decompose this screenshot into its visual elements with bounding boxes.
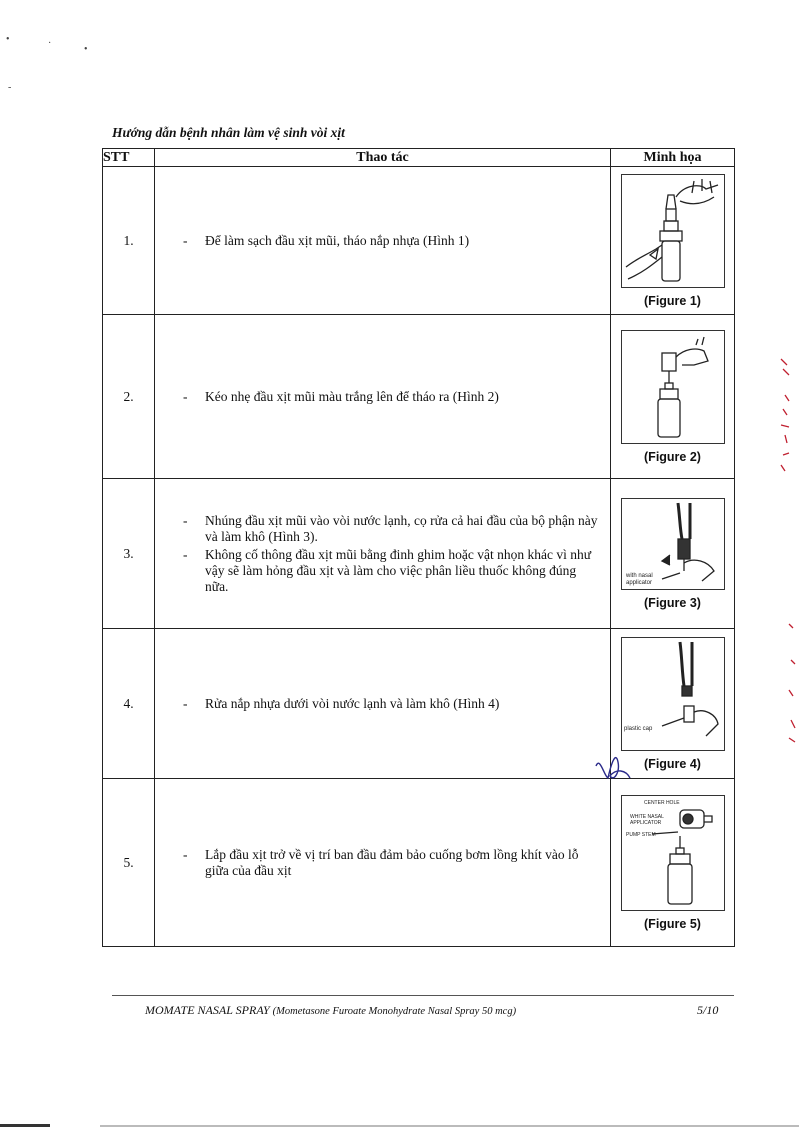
figure-1-illustration	[621, 174, 725, 288]
figure-caption: (Figure 2)	[644, 449, 701, 464]
footer-divider	[112, 995, 734, 996]
step-instructions	[155, 629, 611, 779]
figure-2-illustration	[621, 330, 725, 444]
figure-5-illustration	[621, 795, 725, 911]
figure-3-illustration	[621, 498, 725, 590]
step-instructions	[155, 479, 611, 629]
scan-speck: •	[84, 44, 88, 55]
red-stamp-fragment	[785, 620, 799, 750]
scan-speck: -	[8, 82, 12, 93]
step-number: 2.	[103, 315, 155, 479]
step-number: 5.	[103, 779, 155, 947]
figure-cell	[611, 167, 735, 315]
figure-caption: (Figure 1)	[644, 293, 701, 308]
step-number: 3.	[103, 479, 155, 629]
step-instructions	[155, 315, 611, 479]
table-header-row	[103, 149, 735, 167]
step-text: - Lắp đầu xịt trở về vị trí ban đầu đảm bảo cuống bơm lồng khít vào lỗ giữa của đầu xịt	[183, 847, 600, 879]
footer-product-name: MOMATE NASAL SPRAY	[145, 1003, 270, 1017]
table-row	[103, 629, 735, 779]
figure-cell	[611, 315, 735, 479]
step-instructions	[155, 779, 611, 947]
figure-label: WHITE NASAL	[629, 813, 664, 820]
figure-caption: (Figure 4)	[644, 756, 701, 771]
figure-label: plastic cap	[623, 725, 652, 732]
step-text: - Rửa nắp nhựa dưới vòi nước lạnh và làm khô (Hình 4)	[183, 696, 600, 712]
figure-4-illustration	[621, 637, 725, 751]
step-text: - Để làm sạch đầu xịt mũi, tháo nắp nhựa (Hình 1)	[183, 233, 600, 249]
footer-product	[145, 1003, 516, 1018]
header-stt: STT	[103, 149, 155, 167]
step-text: - Nhúng đầu xịt mũi vào vòi nước lạnh, cọ rửa cả hai đầu của bộ phận này và làm khô (Hình 3).	[183, 513, 600, 545]
step-number: 4.	[103, 629, 155, 779]
figure-label: CENTER HOLE	[643, 799, 680, 806]
table-row	[103, 315, 735, 479]
handwritten-signature	[592, 748, 634, 788]
step-text: - Không cố thông đầu xịt mũi bằng đinh ghim hoặc vật nhọn khác vì như vậy sẽ làm hỏng đầu xịt và làm cho việc phân liều thuốc không đúng nữa.	[183, 547, 600, 595]
figure-label: APPLICATOR	[629, 819, 661, 826]
red-stamp-fragment	[775, 355, 795, 475]
footer-product-subtitle: (Mometasone Furoate Monohydrate Nasal Spray 50 mcg)	[272, 1006, 517, 1017]
figure-caption: (Figure 3)	[644, 595, 701, 610]
step-number: 1.	[103, 167, 155, 315]
table-row	[103, 479, 735, 629]
scan-speck: •	[6, 34, 10, 45]
page-number: 5/10	[697, 1003, 719, 1017]
figure-caption: (Figure 5)	[644, 916, 701, 931]
figure-cell	[611, 479, 735, 629]
figure-label: with nasal	[625, 572, 653, 579]
figure-label: PUMP STEM	[625, 831, 656, 838]
scan-speck: ·	[48, 38, 52, 49]
header-action: Thao tác	[155, 149, 611, 167]
figure-label: applicator	[625, 579, 652, 586]
figure-cell	[611, 779, 735, 947]
table-row	[103, 167, 735, 315]
step-instructions	[155, 167, 611, 315]
step-text: - Kéo nhẹ đầu xịt mũi màu trắng lên để tháo ra (Hình 2)	[183, 389, 600, 405]
scan-edge	[0, 1124, 50, 1127]
table-row	[103, 779, 735, 947]
header-illustration: Minh họa	[611, 149, 735, 167]
instructions-table	[102, 148, 735, 947]
scan-edge	[100, 1125, 799, 1127]
section-title: Hướng dẫn bệnh nhân làm vệ sinh vòi xịt	[112, 125, 345, 140]
